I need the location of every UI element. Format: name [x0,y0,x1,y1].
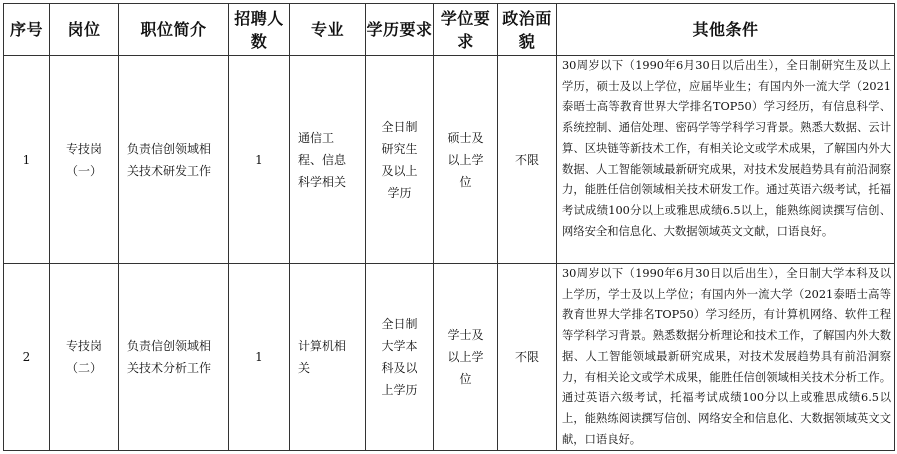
cell-major: 通信工程、信息科学相关 [290,56,366,264]
header-major: 专业 [290,4,366,56]
header-degree: 学位要求 [434,4,498,56]
header-political: 政治面貌 [498,4,557,56]
cell-major: 计算机相关 [290,264,366,451]
cell-post: 专技岗（二） [50,264,119,451]
header-count: 招聘人数 [229,4,290,56]
cell-intro: 负责信创领域相关技术分析工作 [119,264,229,451]
cell-political: 不限 [498,264,557,451]
cell-intro: 负责信创领域相关技术研发工作 [119,56,229,264]
cell-other: 30周岁以下（1990年6月30日以后出生），全日制研究生及以上学历，硕士及以上学位，应届毕业生；有国内外一流大学（2021泰晤士高等教育世界大学排名TOP50）学习经历，有信息科学、系统控制、通信处理、密码学等学科学习背景。熟悉大数据、云计算、区块链等新技术工作，有相关论文或学术成果，了解国内外大数据、人工智能领域最新研究成果，对技术发展趋势具有前沿洞察力，能胜任信创领域相关技术研发工作。通过英语六级考试，托福考试成绩100分以上或雅思成绩6.5以上，能熟练阅读撰写信创、网络安全和信息化、大数据领域英文文献，口语良好。 [557,56,895,264]
table-row [4,56,895,264]
cell-education: 全日制大学本科及以上学历 [366,264,434,451]
header-post: 岗位 [50,4,119,56]
cell-degree: 学士及以上学位 [434,264,498,451]
table-row [4,264,895,451]
cell-post: 专技岗（一） [50,56,119,264]
recruitment-table [3,3,895,451]
header-other: 其他条件 [557,4,895,56]
header-row [4,4,895,56]
cell-political: 不限 [498,56,557,264]
cell-count: 1 [229,56,290,264]
cell-count: 1 [229,264,290,451]
recruitment-table-container [3,3,895,451]
cell-seq: 2 [4,264,50,451]
cell-education: 全日制研究生及以上学历 [366,56,434,264]
header-intro: 职位简介 [119,4,229,56]
header-seq: 序号 [4,4,50,56]
cell-degree: 硕士及以上学位 [434,56,498,264]
header-education: 学历要求 [366,4,434,56]
cell-other: 30周岁以下（1990年6月30日以后出生），全日制大学本科及以上学历，学士及以上学位；有国内外一流大学（2021泰晤士高等教育世界大学排名TOP50）学习经历，有计算机网络、软件工程等学科学习背景。熟悉数据分析理论和技术工作，了解国内外大数据、人工智能领域最新研究成果，对技术发展趋势具有前沿洞察力，有相关论文或学术成果，能胜任信创领域相关技术分析工作。通过英语六级考试，托福考试成绩100分以上或雅思成绩6.5以上，能熟练阅读撰写信创、网络安全和信息化、大数据领域英文文献，口语良好。 [557,264,895,451]
cell-seq: 1 [4,56,50,264]
